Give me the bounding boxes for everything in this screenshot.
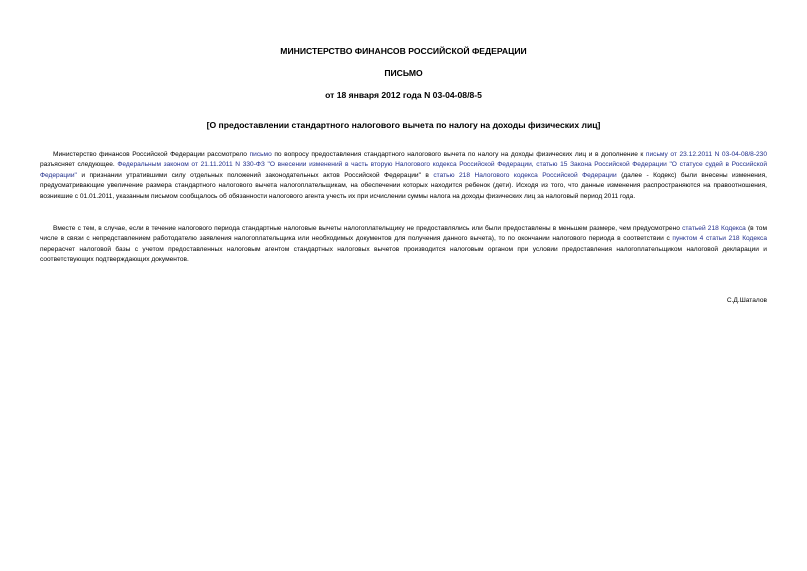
paragraph-1-text-5: (далее - Кодекс) были внесены изменения, предусматривающие увеличение размера стандартного налогового вычета налогоплательщикам, на обеспечении которых находится ребенок (дети). Исходя из того, что данные изменения распространяются на правоотношения, возникшие с 01.01.2011, указанным письмом сообщалось об обязанности налогового агента учесть их при исчислении суммы налога на доходы физических лиц за налоговый период 2011 года. xyxy=(40,171,767,200)
paragraph-1-text-2: по вопросу предоставления стандартного налогового вычета по налогу на доходы физических лиц и в дополнение к xyxy=(271,151,646,158)
paragraph-1-text-3: разъясняет следующее. xyxy=(40,161,118,169)
link-letter[interactable]: письмо xyxy=(249,151,272,158)
paragraph-2-text-3: перерасчет налоговой базы с учетом предоставленных налоговым агентом стандартных налоговых вычетов производится налоговым органом при условии предоставления налогоплательщиком налоговой декларации и соответствующих подтверждающих документов. xyxy=(40,245,767,264)
link-article-218-code[interactable]: статьей 218 Кодекса xyxy=(682,225,746,232)
paragraph-2-text-1: Вместе с тем, в случае, если в течение налогового периода стандартные налоговые вычеты налогоплательщику не предоставлялись или были предоставлены в меньшем размере, чем предусмотрено xyxy=(53,225,683,232)
paragraph-2-text-2: (в том числе в связи с непредставлением работодателю заявления налогоплательщика или необходимых документов для получения данного вычета), то по окончании налогового периода в соответствии с xyxy=(40,225,767,243)
paragraph-1-text-1: Министерство финансов Российской Федерации рассмотрело xyxy=(53,151,250,158)
document-subject: [О предоставлении стандартного налогового вычета по налогу на доходы физических лиц] xyxy=(206,120,601,130)
link-article-218-tax-code[interactable]: статью 218 Налогового кодекса Российской Федерации xyxy=(433,171,617,179)
ministry-heading: МИНИСТЕРСТВО ФИНАНСОВ РОССИЙСКОЙ ФЕДЕРАЦИИ xyxy=(280,46,527,56)
link-federal-law[interactable]: Федеральным законом от 21.11.2011 N 330-ФЗ "О внесении изменений в часть вторую Налогового кодекса Российской Федерации, статью 15 Закона Российской Федерации "О статусе судей в Российской Федерации" xyxy=(40,161,767,179)
signature: С.Д.Шаталов xyxy=(726,297,767,304)
document-date-number: от 18 января 2012 года N 03-04-08/8-5 xyxy=(325,90,482,100)
link-clause-4-article-218[interactable]: пунктом 4 статьи 218 Кодекса xyxy=(672,235,767,243)
document-type-heading: ПИСЬМО xyxy=(384,68,423,78)
paragraph-1 xyxy=(40,150,767,202)
link-previous-letter[interactable]: письму от 23.12.2011 N 03-04-08/8-230 xyxy=(645,151,768,158)
paragraph-1-text-4: и признании утратившими силу отдельных положений законодательных актов Российской Федерации" в xyxy=(76,171,434,179)
paragraph-2 xyxy=(40,224,767,266)
